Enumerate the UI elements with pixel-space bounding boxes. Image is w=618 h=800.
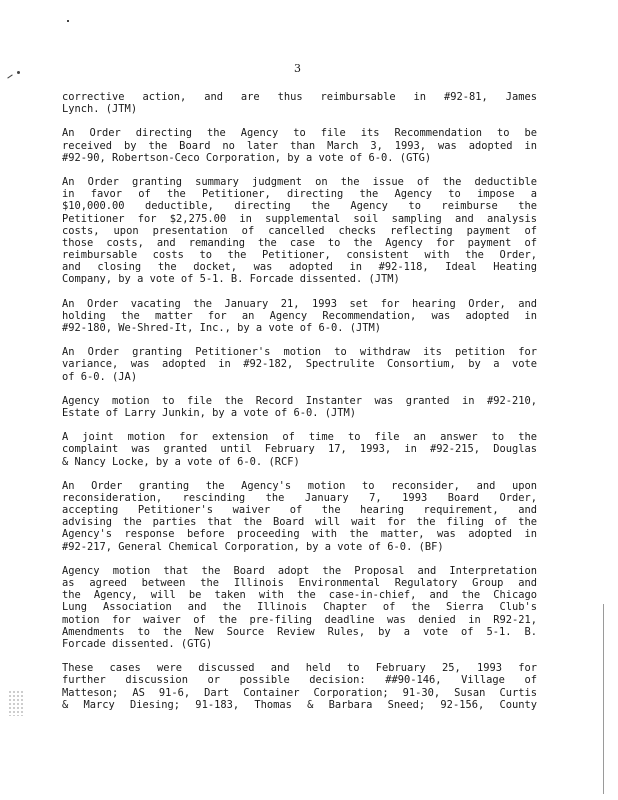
text-line: & Marcy Diesing; 91-183, Thomas & Barbara Sneed; 92-156, County: [62, 698, 537, 711]
text-line: #92-217, General Chemical Corporation, by a vote of 6-0. (BF): [62, 540, 444, 553]
text-line: complaint was granted until February 17, 1993, in #92-215, Douglas: [62, 443, 537, 456]
text-line: An Order granting Petitioner's motion to withdraw its petition for: [62, 346, 537, 359]
text-line: in favor of the Petitioner, directing the Agency to impose a: [62, 188, 537, 201]
paragraph: [62, 395, 537, 419]
page-number: 3: [294, 62, 301, 75]
text-line: holding the matter for an Agency Recommendation, was adopted in: [62, 309, 537, 322]
text-line: Petitioner for $2,275.00 in supplemental soil sampling and analysis: [62, 212, 537, 225]
text-line: motion for waiver of the pre-filing deadline was denied in R92-21,: [62, 613, 537, 626]
paragraph: [62, 127, 537, 164]
text-line: Lung Association and the Illinois Chapter of the Sierra Club's: [62, 601, 537, 614]
text-line: & Nancy Locke, by a vote of 6-0. (RCF): [62, 455, 300, 468]
text-line: Forcade dissented. (GTG): [62, 637, 213, 650]
text-line: reconsideration, rescinding the January 7, 1993 Board Order,: [62, 491, 537, 504]
paragraph: [62, 431, 537, 468]
text-line: #92-180, We-Shred-It, Inc., by a vote of 6-0. (JTM): [62, 322, 382, 334]
text-line: An Order granting summary judgment on the issue of the deductible: [62, 175, 537, 188]
text-line: further discussion or possible decision: ##90-146, Village of: [62, 674, 537, 687]
paragraph: [62, 662, 537, 711]
text-line: of 6-0. (JA): [62, 370, 138, 383]
text-line: variance, was adopted in #92-182, Spectrulite Consortium, by a vote: [62, 358, 537, 371]
paragraph: [62, 298, 537, 335]
scan-speck: [67, 20, 69, 22]
text-line: Amendments to the New Source Review Rules, by a vote of 5-1. B.: [62, 625, 537, 638]
text-line: Agency's response before proceeding with the matter, was adopted in: [62, 528, 537, 541]
text-line: corrective action, and are thus reimbursable in #92-81, James: [62, 91, 537, 103]
text-line: and closing the docket, was adopted in #92-118, Ideal Heating: [62, 261, 537, 274]
text-line: $10,000.00 deductible, directing the Agency to reimburse the: [62, 200, 537, 213]
text-line: These cases were discussed and held to February 25, 1993 for: [62, 662, 537, 675]
scan-speck: [7, 74, 12, 78]
paragraph: [62, 480, 537, 553]
text-line: An Order vacating the January 21, 1993 set for hearing Order, and: [62, 297, 537, 310]
scan-edge-line: [603, 604, 604, 794]
scan-speck: [17, 71, 20, 74]
scan-noise: [8, 690, 24, 716]
text-line: reimbursable costs to the Petitioner, consistent with the Order,: [62, 249, 537, 262]
text-line: Agency motion that the Board adopt the Proposal and Interpretation: [62, 564, 537, 577]
text-line: Company, by a vote of 5-1. B. Forcade dissented. (JTM): [62, 273, 400, 286]
text-line: advising the parties that the Board will wait for the filing of the: [62, 516, 537, 529]
text-line: An Order directing the Agency to file its Recommendation to be: [62, 127, 537, 140]
text-line: the Agency, will be taken with the case-in-chief, and the Chicago: [62, 589, 537, 602]
text-line: Estate of Larry Junkin, by a vote of 6-0. (JTM): [62, 406, 357, 419]
text-line: accepting Petitioner's waiver of the hearing requirement, and: [62, 504, 537, 517]
text-line: An Order granting the Agency's motion to reconsider, and upon: [62, 479, 537, 492]
text-line: #92-90, Robertson-Ceco Corporation, by a vote of 6-0. (GTG): [62, 151, 432, 164]
paragraph: [62, 346, 537, 383]
body-text: [62, 91, 537, 723]
paragraph: [62, 91, 537, 115]
text-line: Agency motion to file the Record Instanter was granted in #92-210,: [62, 394, 537, 407]
text-line: costs, upon presentation of cancelled checks reflecting payment of: [62, 224, 537, 237]
paragraph: [62, 565, 537, 650]
paragraph: [62, 176, 537, 286]
text-line: Lynch. (JTM): [62, 103, 138, 116]
text-line: as agreed between the Illinois Environmental Regulatory Group and: [62, 577, 537, 589]
text-line: A joint motion for extension of time to file an answer to the: [62, 431, 537, 444]
text-line: those costs, and remanding the case to the Agency for payment of: [62, 236, 537, 249]
text-line: Matteson; AS 91-6, Dart Container Corporation; 91-30, Susan Curtis: [62, 686, 537, 699]
text-line: received by the Board no later than March 3, 1993, was adopted in: [62, 139, 537, 152]
